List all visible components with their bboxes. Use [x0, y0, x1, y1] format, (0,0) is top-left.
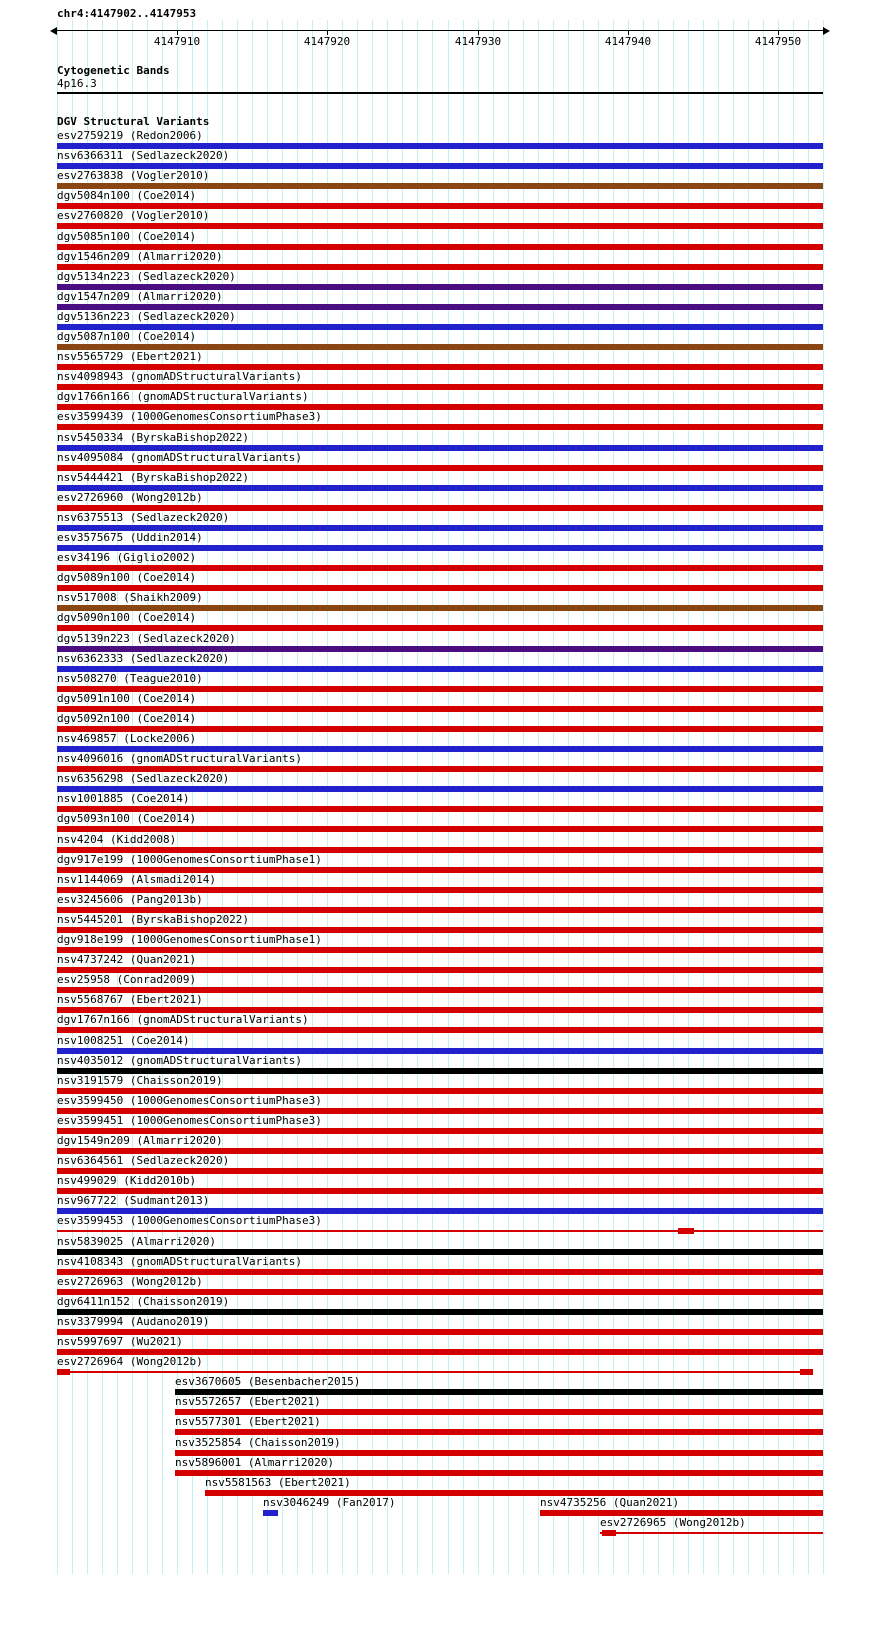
ruler-tick-label: 4147950 — [754, 35, 802, 48]
gridline — [748, 20, 749, 1574]
variant-bar[interactable] — [57, 746, 823, 752]
variant-bar[interactable] — [263, 1510, 278, 1516]
variant-label[interactable]: dgv5090n100 (Coe2014) — [57, 611, 197, 625]
variant-bar[interactable] — [57, 485, 823, 491]
variant-label[interactable]: dgv5085n100 (Coe2014) — [57, 229, 197, 243]
variant-bar[interactable] — [57, 1128, 823, 1134]
gridline — [583, 20, 584, 1574]
variant-label[interactable]: nsv3191579 (Chaisson2019) — [57, 1073, 223, 1087]
variant-bar[interactable] — [57, 183, 823, 189]
variant-bar[interactable] — [57, 646, 823, 652]
variant-label[interactable]: nsv5565729 (Ebert2021) — [57, 350, 203, 364]
variant-label[interactable]: dgv5092n100 (Coe2014) — [57, 711, 197, 725]
gridline — [402, 20, 403, 1574]
ruler-right-arrow-icon — [823, 27, 830, 35]
variant-label[interactable]: nsv3046249 (Fan2017) — [263, 1495, 396, 1509]
variant-bar[interactable] — [57, 525, 823, 531]
variant-bar[interactable] — [57, 605, 823, 611]
ruler-line — [57, 30, 823, 31]
gridline — [658, 20, 659, 1574]
variant-label[interactable]: dgv918e199 (1000GenomesConsortiumPhase1) — [57, 933, 322, 946]
gridline — [387, 20, 388, 1574]
variant-bar[interactable] — [57, 264, 823, 270]
gridline — [673, 20, 674, 1574]
cytoband-label[interactable]: 4p16.3 — [57, 77, 97, 90]
variant-bar[interactable] — [57, 967, 823, 973]
variant-label[interactable]: nsv1001885 (Coe2014) — [57, 792, 190, 806]
variant-bar[interactable] — [57, 244, 823, 250]
variant-label[interactable]: nsv6364561 (Sedlazeck2020) — [57, 1154, 230, 1168]
variant-label[interactable]: nsv4108343 (gnomADStructuralVariants) — [57, 1254, 303, 1268]
gridline — [553, 20, 554, 1574]
variant-bar[interactable] — [57, 545, 823, 551]
gridline — [613, 20, 614, 1574]
variant-label[interactable]: esv2726963 (Wong2012b) — [57, 1274, 203, 1288]
variant-label[interactable]: esv34196 (Giglio2002) — [57, 551, 197, 565]
variant-label[interactable]: dgv1547n209 (Almarri2020) — [57, 289, 223, 303]
gridline — [342, 20, 343, 1574]
gridline — [297, 20, 298, 1574]
variant-bar[interactable] — [57, 766, 823, 772]
variant-range-line[interactable] — [57, 1230, 823, 1232]
variant-bar[interactable] — [205, 1490, 823, 1496]
variant-bar[interactable] — [57, 1027, 823, 1033]
variant-bar[interactable] — [57, 1208, 823, 1214]
variant-bar[interactable] — [57, 445, 823, 451]
variant-label[interactable]: nsv6366311 (Sedlazeck2020) — [57, 149, 230, 163]
variant-label[interactable]: esv3599450 (1000GenomesConsortiumPhase3) — [57, 1093, 322, 1107]
variant-label[interactable]: nsv499029 (Kidd2010b) — [57, 1174, 197, 1188]
variant-label[interactable]: dgv1546n209 (Almarri2020) — [57, 249, 223, 263]
variant-bar[interactable] — [57, 947, 823, 953]
variant-label[interactable]: nsv4095084 (gnomADStructuralVariants) — [57, 450, 303, 464]
variant-bar[interactable] — [57, 1269, 823, 1275]
variant-label[interactable]: dgv6411n152 (Chaisson2019) — [57, 1294, 230, 1308]
gridline — [763, 20, 764, 1574]
variant-bar[interactable] — [57, 404, 823, 410]
variant-bar[interactable] — [57, 1068, 823, 1074]
variant-bar[interactable] — [57, 505, 823, 511]
variant-label[interactable]: nsv1144069 (Alsmadi2014) — [57, 872, 216, 886]
gridline — [372, 20, 373, 1574]
variant-label[interactable]: dgv5093n100 (Coe2014) — [57, 812, 197, 826]
variant-bar[interactable] — [57, 887, 823, 893]
variant-label[interactable]: dgv5136n223 (Sedlazeck2020) — [57, 309, 236, 323]
gridline — [252, 20, 253, 1574]
variant-label[interactable]: dgv5134n223 (Sedlazeck2020) — [57, 269, 236, 283]
variant-bar[interactable] — [57, 585, 823, 591]
variant-bar[interactable] — [57, 565, 823, 571]
variant-bar[interactable] — [57, 867, 823, 873]
variant-bar[interactable] — [57, 324, 823, 330]
variant-label[interactable]: nsv469857 (Locke2006) — [57, 732, 197, 745]
variant-bar[interactable] — [602, 1530, 616, 1536]
chromosome-position-label: chr4:4147902..4147953 — [57, 7, 197, 20]
variant-label[interactable]: nsv4096016 (gnomADStructuralVariants) — [57, 752, 303, 766]
ruler-tick-label: 4147910 — [153, 35, 201, 48]
variant-bar[interactable] — [57, 907, 823, 913]
variant-range-line[interactable] — [57, 1371, 813, 1373]
variant-bar[interactable] — [175, 1389, 823, 1395]
variant-bar[interactable] — [57, 1289, 823, 1295]
variant-bar[interactable] — [57, 1249, 823, 1255]
variant-bar[interactable] — [57, 806, 823, 812]
gridline — [703, 20, 704, 1574]
variant-label[interactable]: nsv5581563 (Ebert2021) — [205, 1475, 351, 1489]
variant-label[interactable]: nsv517008 (Shaikh2009) — [57, 591, 203, 605]
variant-bar[interactable] — [57, 223, 823, 229]
gridline — [327, 20, 328, 1574]
ruler-left-arrow-icon — [50, 27, 57, 35]
variant-bar[interactable] — [57, 364, 823, 370]
variant-label[interactable]: esv2759219 (Redon2006) — [57, 129, 203, 142]
cytoband-bar — [57, 92, 823, 94]
variant-bar[interactable] — [57, 465, 823, 471]
variant-label[interactable]: dgv1549n209 (Almarri2020) — [57, 1134, 223, 1147]
variant-bar[interactable] — [175, 1470, 823, 1476]
variant-bar[interactable] — [57, 1329, 823, 1335]
gridline — [568, 20, 569, 1574]
variant-label[interactable]: esv3599451 (1000GenomesConsortiumPhase3) — [57, 1113, 322, 1127]
gridline — [463, 20, 464, 1574]
gridline — [808, 20, 809, 1574]
variant-bar[interactable] — [57, 1188, 823, 1194]
variant-label[interactable]: esv2760820 (Vogler2010) — [57, 209, 210, 223]
gridline — [643, 20, 644, 1574]
variant-label[interactable]: nsv4737242 (Quan2021) — [57, 953, 197, 967]
variant-label[interactable]: dgv5089n100 (Coe2014) — [57, 571, 197, 585]
variant-bar[interactable] — [57, 384, 823, 390]
variant-bar[interactable] — [57, 726, 823, 732]
variant-bar[interactable] — [57, 987, 823, 993]
gridline — [778, 20, 779, 1574]
variant-label[interactable]: nsv1008251 (Coe2014) — [57, 1033, 190, 1047]
gridline — [538, 20, 539, 1574]
ruler-tick-label: 4147940 — [604, 35, 652, 48]
variant-label[interactable]: dgv5084n100 (Coe2014) — [57, 189, 197, 203]
variant-bar[interactable] — [57, 1309, 823, 1315]
variant-bar[interactable] — [57, 1007, 823, 1013]
variant-bar[interactable] — [57, 203, 823, 209]
gridline — [267, 20, 268, 1574]
variant-label[interactable]: esv25958 (Conrad2009) — [57, 973, 197, 987]
variant-label[interactable]: esv2726965 (Wong2012b) — [600, 1515, 746, 1529]
variant-label[interactable]: esv2726960 (Wong2012b) — [57, 490, 203, 504]
variant-bar[interactable] — [57, 847, 823, 853]
variant-label[interactable]: dgv5139n223 (Sedlazeck2020) — [57, 631, 236, 645]
gridline — [448, 20, 449, 1574]
variant-bar[interactable] — [57, 1369, 70, 1375]
variant-bar[interactable] — [57, 424, 823, 430]
variant-label[interactable]: nsv5839025 (Almarri2020) — [57, 1234, 216, 1248]
variant-label[interactable]: nsv5896001 (Almarri2020) — [175, 1455, 334, 1469]
variant-bar[interactable] — [678, 1228, 694, 1234]
variant-label[interactable]: nsv4204 (Kidd2008) — [57, 832, 177, 846]
gridline — [523, 20, 524, 1574]
gridline — [357, 20, 358, 1574]
variant-label[interactable]: nsv6362333 (Sedlazeck2020) — [57, 651, 230, 665]
variant-bar[interactable] — [57, 1349, 823, 1355]
variant-bar[interactable] — [57, 826, 823, 832]
variant-label[interactable]: nsv5568767 (Ebert2021) — [57, 993, 203, 1007]
variant-bar[interactable] — [540, 1510, 823, 1516]
variant-label[interactable]: nsv3379994 (Audano2019) — [57, 1314, 210, 1328]
variant-label[interactable]: esv3245606 (Pang2013b) — [57, 892, 203, 906]
gridline — [508, 20, 509, 1574]
variant-bar[interactable] — [57, 686, 823, 692]
variant-label[interactable]: dgv1767n166 (gnomADStructuralVariants) — [57, 1013, 309, 1027]
cytogenetic-bands-title: Cytogenetic Bands — [57, 64, 170, 77]
variant-bar[interactable] — [57, 163, 823, 169]
variant-label[interactable]: nsv508270 (Teague2010) — [57, 671, 203, 685]
variant-label[interactable]: dgv917e199 (1000GenomesConsortiumPhase1) — [57, 852, 322, 866]
variant-label[interactable]: esv3599453 (1000GenomesConsortiumPhase3) — [57, 1214, 322, 1228]
variant-label[interactable]: nsv967722 (Sudmant2013) — [57, 1194, 210, 1208]
gridline — [478, 20, 479, 1574]
gridline — [718, 20, 719, 1574]
variant-range-line[interactable] — [600, 1532, 823, 1534]
variant-label[interactable]: dgv5091n100 (Coe2014) — [57, 691, 197, 705]
gridline — [417, 20, 418, 1574]
gridline — [733, 20, 734, 1574]
variant-bar[interactable] — [57, 344, 823, 350]
variant-label[interactable]: esv2763838 (Vogler2010) — [57, 169, 210, 183]
gridline — [493, 20, 494, 1574]
variant-label[interactable]: nsv5572657 (Ebert2021) — [175, 1395, 321, 1409]
variant-bar[interactable] — [57, 284, 823, 290]
gridline — [237, 20, 238, 1574]
variant-bar[interactable] — [57, 304, 823, 310]
variant-label[interactable]: dgv5087n100 (Coe2014) — [57, 330, 197, 343]
ruler-tick-label: 4147920 — [303, 35, 351, 48]
gridline — [432, 20, 433, 1574]
variant-label[interactable]: esv3575675 (Uddin2014) — [57, 531, 203, 544]
variant-label[interactable]: nsv5445201 (ByrskaBishop2022) — [57, 912, 250, 926]
variant-label[interactable]: nsv5997697 (Wu2021) — [57, 1335, 183, 1348]
variant-label[interactable]: nsv6356298 (Sedlazeck2020) — [57, 772, 230, 786]
variant-label[interactable]: nsv4035012 (gnomADStructuralVariants) — [57, 1053, 303, 1067]
variant-bar[interactable] — [57, 1108, 823, 1114]
variant-label[interactable]: esv2726964 (Wong2012b) — [57, 1355, 203, 1369]
gridline — [823, 20, 824, 1574]
variant-bar[interactable] — [57, 1148, 823, 1154]
variant-label[interactable]: esv3599439 (1000GenomesConsortiumPhase3) — [57, 410, 322, 424]
variant-label[interactable]: nsv4735256 (Quan2021) — [540, 1495, 680, 1509]
variant-bar[interactable] — [57, 666, 823, 672]
variant-label[interactable]: nsv5444421 (ByrskaBishop2022) — [57, 470, 250, 484]
dgv-section-title: DGV Structural Variants — [57, 115, 210, 128]
gridline — [628, 20, 629, 1574]
variant-bar[interactable] — [175, 1450, 823, 1456]
gridline — [688, 20, 689, 1574]
variant-bar[interactable] — [57, 927, 823, 933]
variant-label[interactable]: nsv5450334 (ByrskaBishop2022) — [57, 430, 250, 444]
variant-label[interactable]: nsv4098943 (gnomADStructuralVariants) — [57, 370, 303, 384]
variant-bar[interactable] — [57, 1048, 823, 1054]
variant-bar[interactable] — [57, 625, 823, 631]
variant-bar[interactable] — [57, 786, 823, 792]
variant-bar[interactable] — [175, 1429, 823, 1435]
variant-label[interactable]: nsv6375513 (Sedlazeck2020) — [57, 510, 230, 524]
variant-bar[interactable] — [57, 706, 823, 712]
variant-label[interactable]: esv3670605 (Besenbacher2015) — [175, 1375, 361, 1389]
variant-label[interactable]: nsv3525854 (Chaisson2019) — [175, 1435, 341, 1449]
variant-bar[interactable] — [175, 1409, 823, 1415]
ruler-tick-label: 4147930 — [454, 35, 502, 48]
variant-label[interactable]: nsv5577301 (Ebert2021) — [175, 1415, 321, 1429]
gridline — [312, 20, 313, 1574]
variant-bar[interactable] — [800, 1369, 813, 1375]
gridline — [598, 20, 599, 1574]
gridline — [282, 20, 283, 1574]
variant-bar[interactable] — [57, 143, 823, 149]
gridline — [793, 20, 794, 1574]
variant-bar[interactable] — [57, 1088, 823, 1094]
variant-label[interactable]: dgv1766n166 (gnomADStructuralVariants) — [57, 390, 309, 404]
variant-bar[interactable] — [57, 1168, 823, 1174]
